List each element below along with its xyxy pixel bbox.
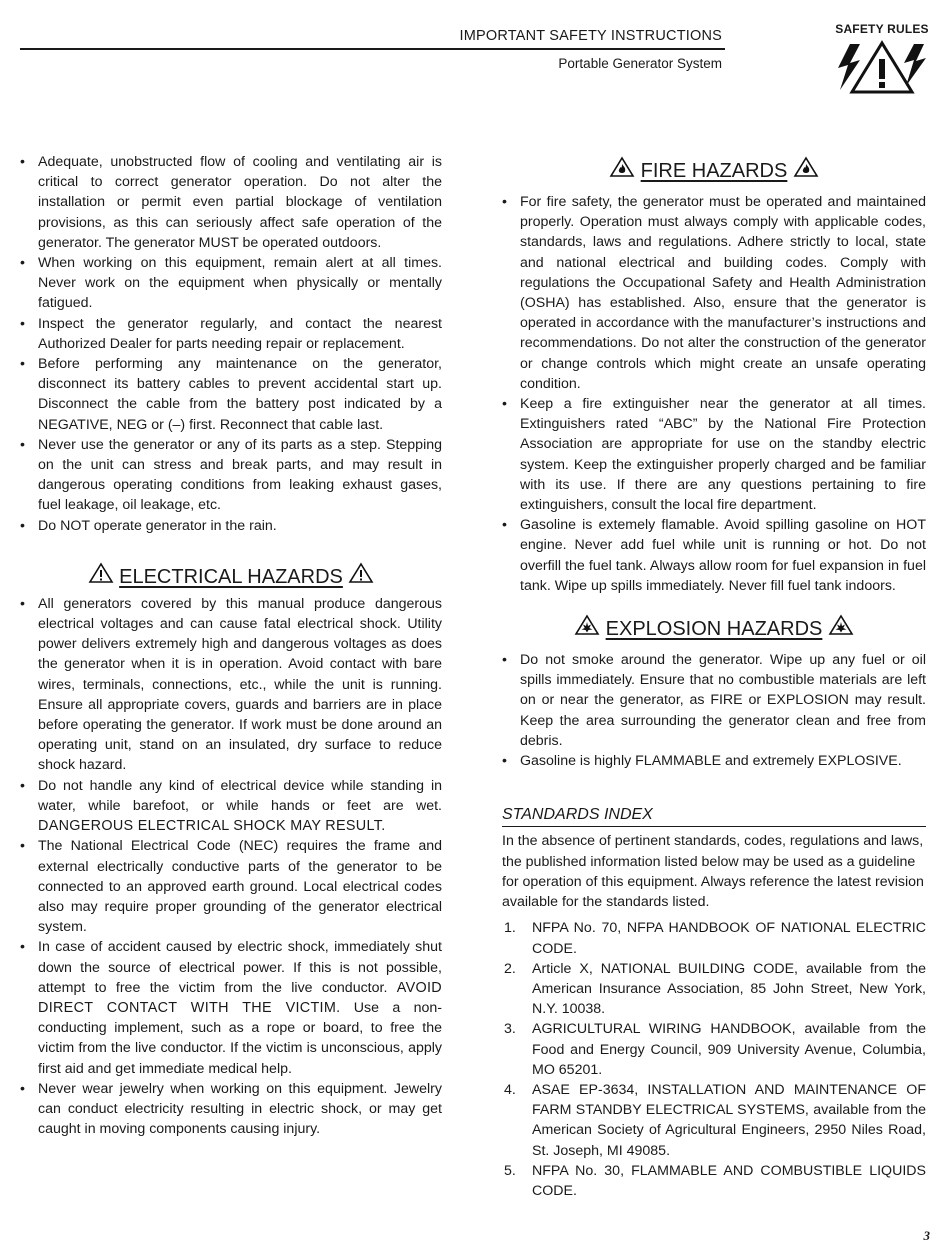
shock-warning-caps: DANGEROUS ELECTRICAL SHOCK MAY RESULT. <box>38 818 386 835</box>
electrical-hazards-title: ELECTRICAL HAZARDS <box>119 565 343 588</box>
header-title: IMPORTANT SAFETY INSTRUCTIONS <box>459 28 722 44</box>
list-item: • Adequate, unobstructed flow of cooling and ventilating air is critical to correct generator operation. Do not alter the installation or permit even partial blockage of ventilation provisions, as this can seriously affect safe operation of the generator. The generator MUST be operated outdoors. <box>20 152 442 253</box>
electrical-bullet-text: Do not handle any kind of electrical device while standing in water, while barefoot, or while hands or feet are wet. <box>38 777 442 814</box>
standards-index-title: STANDARDS INDEX <box>502 805 926 827</box>
list-item <box>502 1019 926 1080</box>
electrical-bullet-text: In case of accident caused by electric shock, immediately shut down the source of electrical power. If this is not possible, attempt to free the victim from the live conductor. <box>38 939 442 996</box>
standard-text: AGRICULTURAL WIRING HANDBOOK, available from the Food and Energy Council, 909 University Avenue, Columbia, MO 65201. <box>532 1021 926 1078</box>
list-item: • Gasoline is highly FLAMMABLE and extremely EXPLOSIVE. <box>502 751 926 771</box>
explosion-warning-icon <box>828 614 854 636</box>
list-item: • Do not smoke around the generator. Wipe up any fuel or oil spills immediately. Ensure that no combustible materials are left on or near the generator, as FIRE or EXPLOSION may result. Keep the area surrounding the generator clean and free from debris. <box>502 650 926 751</box>
explosion-hazards-title: EXPLOSION HAZARDS <box>605 618 823 641</box>
fire-warning-icon <box>793 156 819 178</box>
avoid-contact-caps: AVOID DIRECT CONTACT WITH THE VICTIM. <box>38 979 442 1016</box>
list-item: • Never use the generator or any of its parts as a step. Stepping on the unit can stress and break parts, and may result in dangerous operating conditions from leaking exhaust gases, fuel leakage, oil leakage, etc. <box>20 435 442 516</box>
list-number: 4. <box>504 1081 516 1098</box>
list-item: • Never wear jewelry when working on this equipment. Jewelry can conduct electricity resulting in electric shock, or may get caught in moving components causing injury. <box>20 1079 442 1140</box>
list-item: • Inspect the generator regularly, and contact the nearest Authorized Dealer for parts needing repair or replacement. <box>20 314 442 354</box>
list-number: 2. <box>504 960 516 977</box>
electrical-hazards-list <box>20 594 442 1139</box>
list-item <box>502 1161 926 1201</box>
standard-text: ASAE EP-3634, INSTALLATION AND MAINTENANCE OF FARM STANDBY ELECTRICAL SYSTEMS, available from the American Society of Agricultural Engineers, 2950 Niles Road, St. Joseph, MI 49085. <box>532 1081 926 1159</box>
list-item: • The National Electrical Code (NEC) requires the frame and external electrically conductive parts of the generator to be connected to an approved earth ground. Local electrical codes also may require proper grounding of the generator electrical system. <box>20 836 442 937</box>
list-item: • Before performing any maintenance on the generator, disconnect its battery cables to prevent accidental start up. Disconnect the cable from the battery post indicated by a NEGATIVE, NEG or (–) first. Reconnect that cable last. <box>20 354 442 435</box>
general-safety-list <box>20 152 442 536</box>
list-item <box>20 937 442 1078</box>
list-item <box>502 918 926 958</box>
header-rule <box>20 48 725 50</box>
list-item: • For fire safety, the generator must be operated and maintained properly. Operation must always comply with applicable codes, standards, laws and regulations. Adhere strictly to local, state and national electrical and building codes. Comply with regulations the Occupational Safety and Health Administration (OSHA) has established. Also, ensure that the generator is operated in accordance with the manufacturer’s instructions and recommendations. Do not alter the construction of the generator or change controls which might create an unsafe operating condition. <box>502 192 926 394</box>
list-item <box>502 1080 926 1161</box>
list-number: 3. <box>504 1021 516 1038</box>
standard-text: NFPA No. 70, NFPA HANDBOOK OF NATIONAL ELECTRIC CODE. <box>532 920 926 957</box>
fire-warning-icon <box>609 156 635 178</box>
left-column <box>20 152 442 1139</box>
standards-list <box>502 918 926 1201</box>
list-item: • Keep a fire extinguisher near the generator at all times. Extinguishers rated “ABC” by the National Fire Protection Association are appropriate for use on the standby electric system. Keep the extinguisher properly charged and be familiar with its use. If there are any questions pertaining to fire extinguishers, consult the local fire department. <box>502 394 926 515</box>
warning-triangle-icon <box>348 562 374 584</box>
right-column <box>502 152 926 1201</box>
list-item: • When working on this equipment, remain alert at all times. Never work on the equipment when physically or mentally fatigued. <box>20 253 442 314</box>
list-item: • Gasoline is extemely flamable. Avoid spilling gasoline on HOT engine. Never add fuel while unit is running or hot. Do not overfill the fuel tank. Always allow room for fuel expansion in fuel tank. Wipe up spills immediately. Never fill fuel tank indoors. <box>502 515 926 596</box>
electrical-hazards-heading <box>20 562 442 590</box>
standard-text: Article X, NATIONAL BUILDING CODE, available from the American Insurance Association, 85 John Street, New York, N.Y. 10038. <box>532 960 926 1018</box>
standard-text: NFPA No. 30, FLAMMABLE AND COMBUSTIBLE LIQUIDS CODE. <box>532 1162 926 1199</box>
explosion-hazards-heading <box>502 614 926 642</box>
header-subtitle: Portable Generator System <box>558 56 722 71</box>
danger-lightning-exclamation-icon <box>836 38 928 96</box>
list-item <box>20 776 442 837</box>
safety-rules-badge <box>832 22 932 96</box>
fire-hazards-title: FIRE HAZARDS <box>640 160 788 182</box>
fire-hazards-heading <box>502 156 926 184</box>
list-number: 1. <box>504 920 516 937</box>
warning-triangle-icon <box>88 562 114 584</box>
list-number: 5. <box>504 1162 516 1179</box>
list-item: • All generators covered by this manual produce dangerous electrical voltages and can cause fatal electrical shock. Utility power delivers extremely high and dangerous voltages as does the generator when it is in operation. Avoid contact with bare wires, terminals, connections, etc., while the unit is running. Ensure all appropriate covers, guards and barriers are in place before operating the generator. If work must be done around an operating unit, stand on an insulated, dry surface to reduce shock hazard. <box>20 594 442 776</box>
list-item: • Do NOT operate generator in the rain. <box>20 516 442 536</box>
electrical-bullet-text: Use a non-conducting implement, such as a rope or board, to free the victim from the live conductor. If the victim is unconscious, apply first aid and get immediate medical help. <box>38 999 442 1077</box>
badge-title: SAFETY RULES <box>835 22 929 36</box>
list-item <box>502 959 926 1020</box>
explosion-hazards-list <box>502 650 926 771</box>
explosion-warning-icon <box>574 614 600 636</box>
standards-intro: In the absence of pertinent standards, codes, regulations and laws, the published information listed below may be used as a guideline for operation of this equipment. Always reference the latest revision available for the standards listed. <box>502 833 924 911</box>
fire-hazards-list <box>502 192 926 596</box>
page-number: 3 <box>923 1228 930 1243</box>
